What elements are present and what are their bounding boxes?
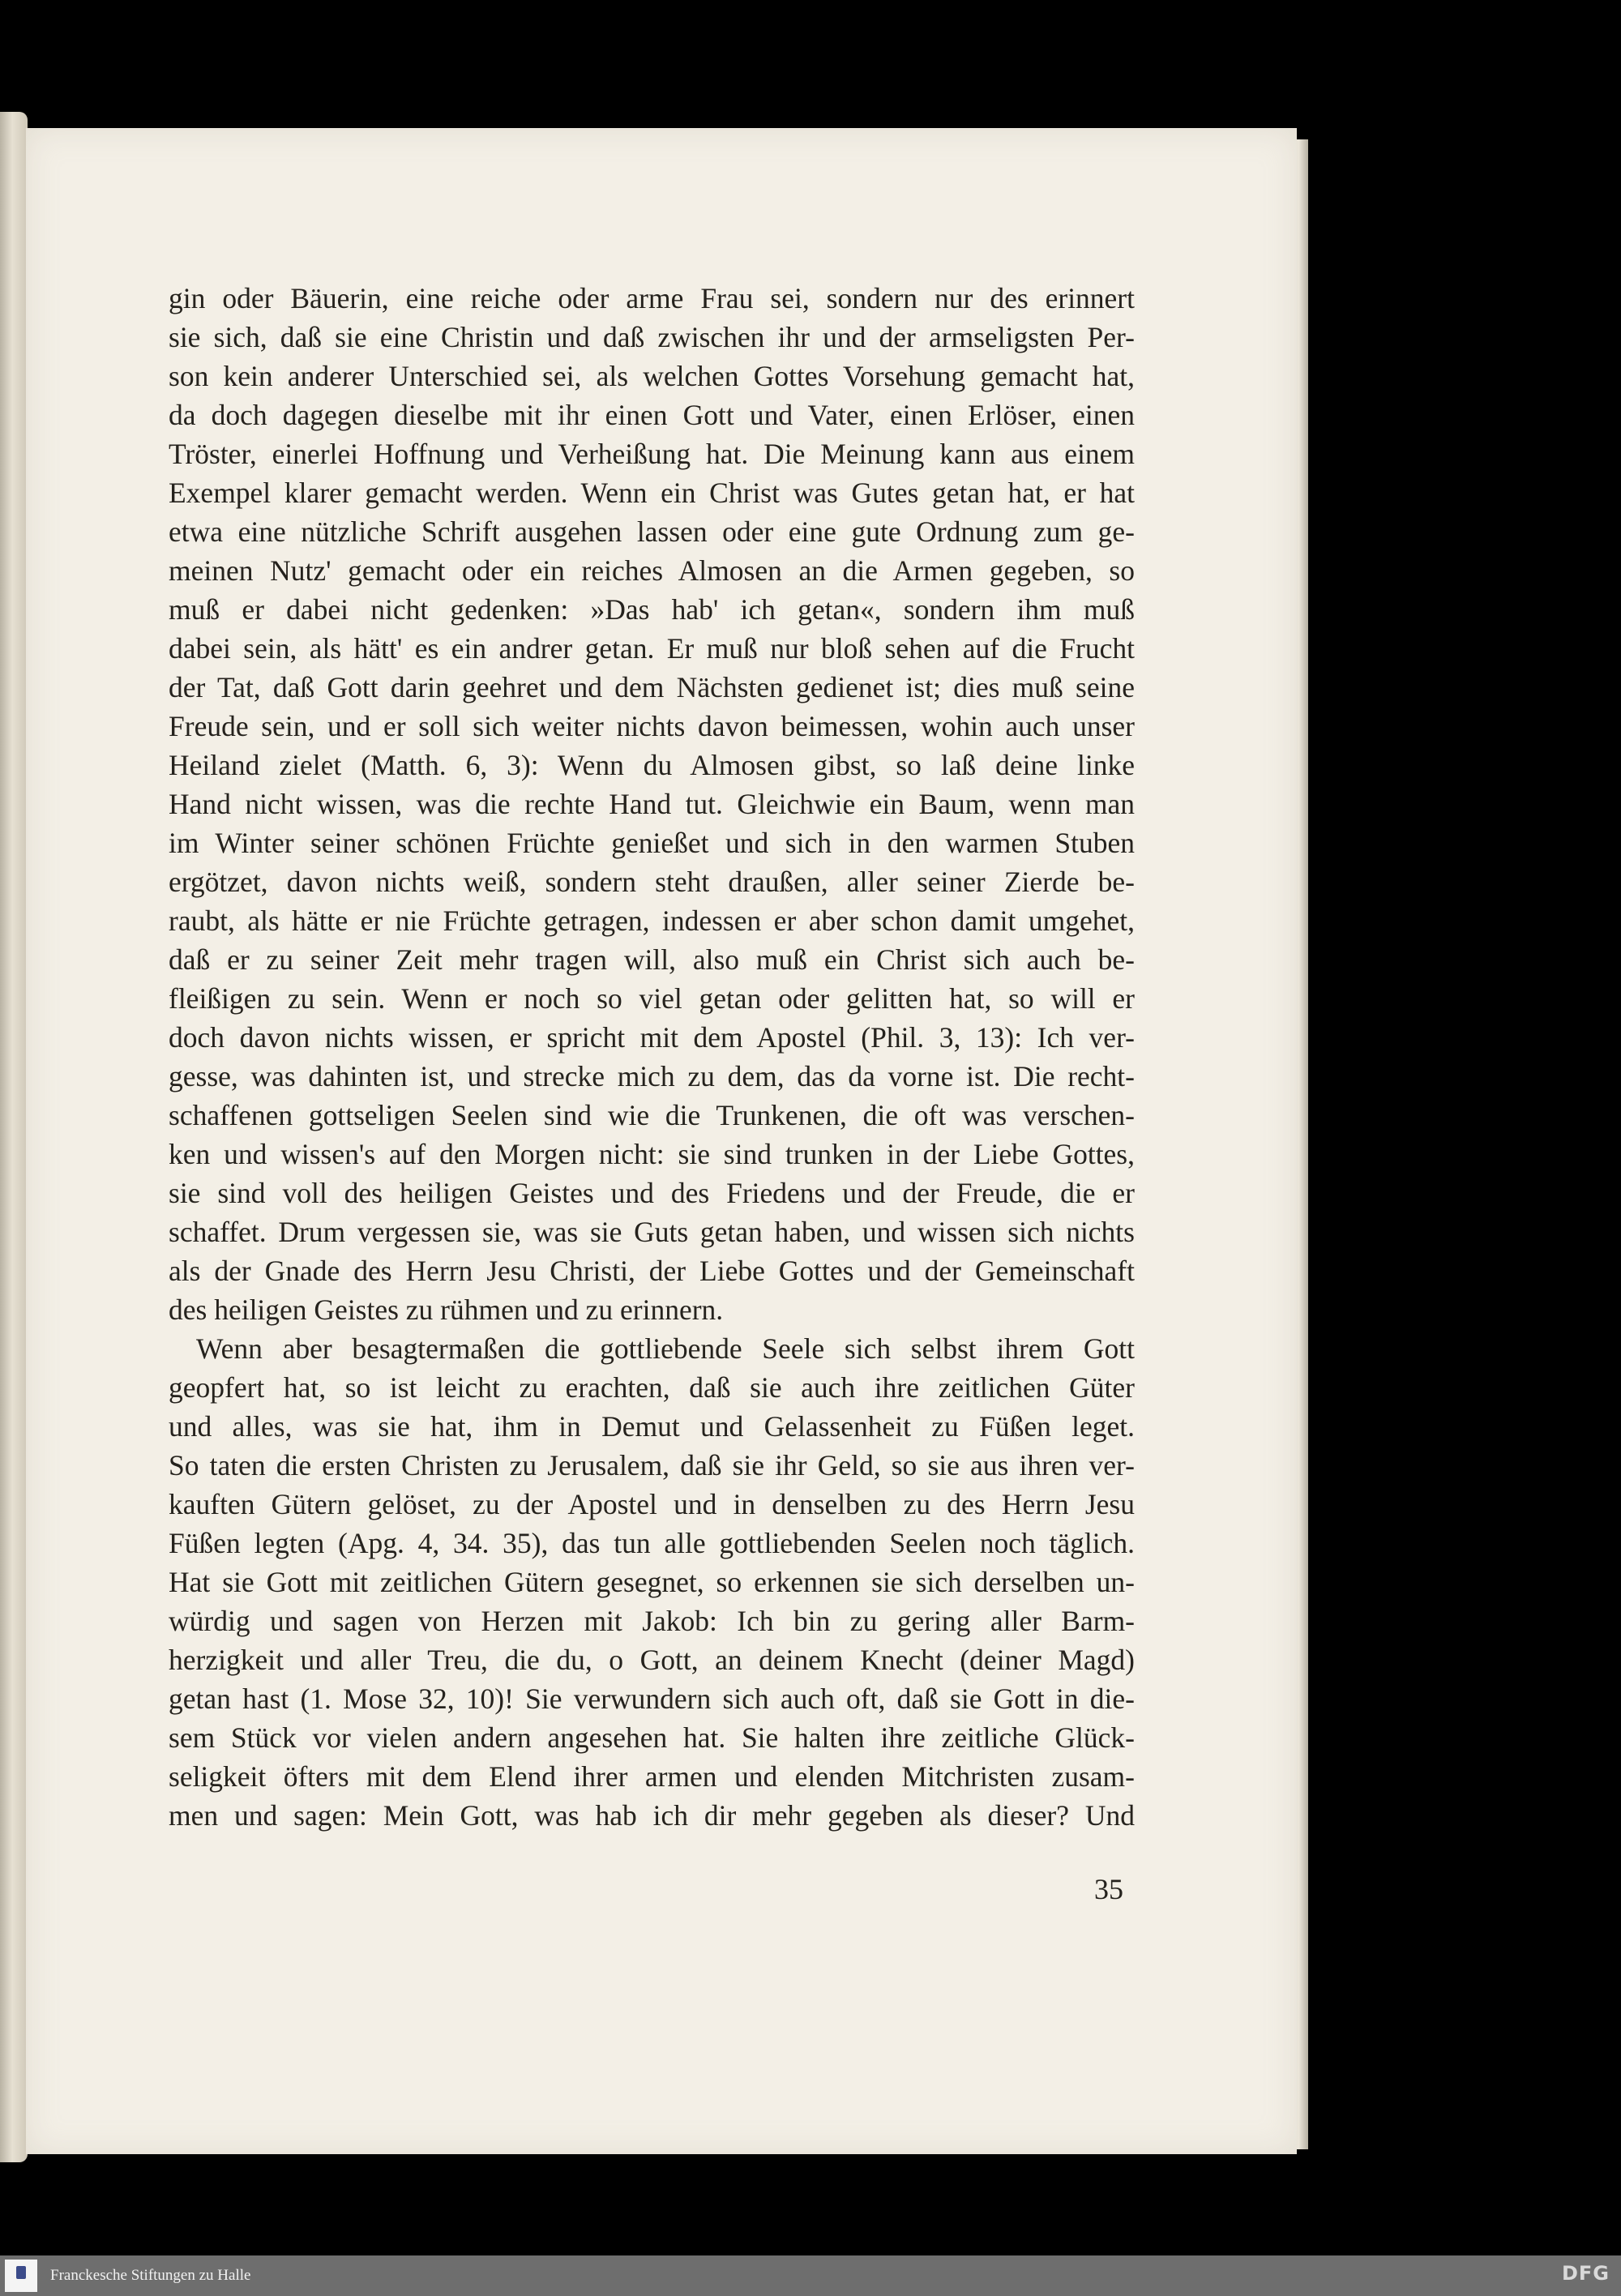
- dfg-logo: DFG: [1561, 2262, 1610, 2285]
- text-line: würdig und sagen von Herzen mit Jakob: Ich bin zu gering aller Barm-: [169, 1605, 1135, 1637]
- book-left-edge: [0, 112, 28, 2162]
- text-line: da doch dagegen dieselbe mit ihr einen Gott und Vater, einen Erlöser, einen: [169, 399, 1135, 431]
- text-line: muß er dabei nicht gedenken: »Das hab' ich getan«, sondern ihm muß: [169, 593, 1135, 626]
- text-line: kauften Gütern gelöset, zu der Apostel und in denselben zu des Herrn Jesu: [169, 1488, 1135, 1520]
- text-line: der Tat, daß Gott darin geehret und dem Nächsten gedienet ist; dies muß seine: [169, 671, 1135, 703]
- text-line: Freude sein, und er soll sich weiter nichts davon beimessen, wohin auch unser: [169, 710, 1135, 742]
- text-line: getan hast (1. Mose 32, 10)! Sie verwundern sich auch oft, daß sie Gott in die-: [169, 1682, 1135, 1715]
- text-line: sem Stück vor vielen andern angesehen hat. Sie halten ihre zeitliche Glück-: [169, 1721, 1135, 1754]
- text-line: ergötzet, davon nichts weiß, sondern steht draußen, aller seiner Zierde be-: [169, 866, 1135, 898]
- text-line: dabei sein, als hätt' es ein andrer getan. Er muß nur bloß sehen auf die Frucht: [169, 632, 1135, 665]
- text-line: Tröster, einerlei Hoffnung und Verheißung hat. Die Meinung kann aus einem: [169, 438, 1135, 470]
- paragraph-start-line: Wenn aber besagtermaßen die gottliebende Seele sich selbst ihrem Gott: [196, 1332, 1135, 1365]
- text-line: gesse, was dahinten ist, und strecke mich zu dem, das da vorne ist. Die recht-: [169, 1060, 1135, 1092]
- text-line: seligkeit öfters mit dem Elend ihrer armen und elenden Mitchristen zusam-: [169, 1760, 1135, 1793]
- text-line: ken und wissen's auf den Morgen nicht: sie sind trunken in der Liebe Gottes,: [169, 1138, 1135, 1170]
- text-line: raubt, als hätte er nie Früchte getragen, indessen er aber schon damit umgehet,: [169, 904, 1135, 937]
- text-line: Hand nicht wissen, was die rechte Hand tut. Gleichwie ein Baum, wenn man: [169, 788, 1135, 820]
- text-line: So taten die ersten Christen zu Jerusalem, daß sie ihr Geld, so sie aus ihren ver-: [169, 1449, 1135, 1481]
- text-line: men und sagen: Mein Gott, was hab ich dir mehr gegeben als dieser? Und: [169, 1799, 1135, 1832]
- text-line: Exempel klarer gemacht werden. Wenn ein Christ was Gutes getan hat, er hat: [169, 477, 1135, 509]
- institution-label[interactable]: Franckesche Stiftungen zu Halle: [50, 2267, 251, 2284]
- viewer-footer: [0, 2255, 1621, 2296]
- body-text: [169, 279, 1135, 1835]
- book-page: [26, 128, 1297, 2154]
- text-line: als der Gnade des Herrn Jesu Christi, der Liebe Gottes und der Gemeinschaft: [169, 1255, 1135, 1287]
- francke-foundation-logo-icon[interactable]: [5, 2260, 37, 2292]
- text-line: sie sind voll des heiligen Geistes und des Friedens und der Freude, die er: [169, 1177, 1135, 1209]
- page-number: 35: [1094, 1873, 1123, 1905]
- text-line: geopfert hat, so ist leicht zu erachten, daß sie auch ihre zeitlichen Güter: [169, 1371, 1135, 1404]
- text-line: Hat sie Gott mit zeitlichen Gütern gesegnet, so erkennen sie sich derselben un-: [169, 1566, 1135, 1598]
- text-line: schaffenen gottseligen Seelen sind wie die Trunkenen, die oft was verschen-: [169, 1099, 1135, 1131]
- text-line: fleißigen zu sein. Wenn er noch so viel getan oder gelitten hat, so will er: [169, 982, 1135, 1015]
- paragraph-end-line: des heiligen Geistes zu rühmen und zu erinnern.: [169, 1293, 724, 1326]
- text-line: und alles, was sie hat, ihm in Demut und Gelassenheit zu Füßen leget.: [169, 1410, 1135, 1443]
- text-line: schaffet. Drum vergessen sie, was sie Guts getan haben, und wissen sich nichts: [169, 1216, 1135, 1248]
- text-line: Heiland zielet (Matth. 6, 3): Wenn du Almosen gibst, so laß deine linke: [169, 749, 1135, 781]
- text-line: meinen Nutz' gemacht oder ein reiches Almosen an die Armen gegeben, so: [169, 554, 1135, 587]
- text-line: etwa eine nützliche Schrift ausgehen lassen oder eine gute Ordnung zum ge-: [169, 515, 1135, 548]
- text-line: herzigkeit und aller Treu, die du, o Gott, an deinem Knecht (deiner Magd): [169, 1644, 1135, 1676]
- text-line: gin oder Bäuerin, eine reiche oder arme Frau sei, sondern nur des erinnert: [169, 282, 1135, 314]
- text-line: doch davon nichts wissen, er spricht mit dem Apostel (Phil. 3, 13): Ich ver-: [169, 1021, 1135, 1054]
- text-line: im Winter seiner schönen Früchte genießet und sich in den warmen Stuben: [169, 827, 1135, 859]
- text-line: son kein anderer Unterschied sei, als welchen Gottes Vorsehung gemacht hat,: [169, 360, 1135, 392]
- text-line: daß er zu seiner Zeit mehr tragen will, also muß ein Christ sich auch be-: [169, 943, 1135, 976]
- text-line: sie sich, daß sie eine Christin und daß zwischen ihr und der armseligsten Per-: [169, 321, 1135, 353]
- text-line: Füßen legten (Apg. 4, 34. 35), das tun alle gottliebenden Seelen noch täglich.: [169, 1527, 1135, 1559]
